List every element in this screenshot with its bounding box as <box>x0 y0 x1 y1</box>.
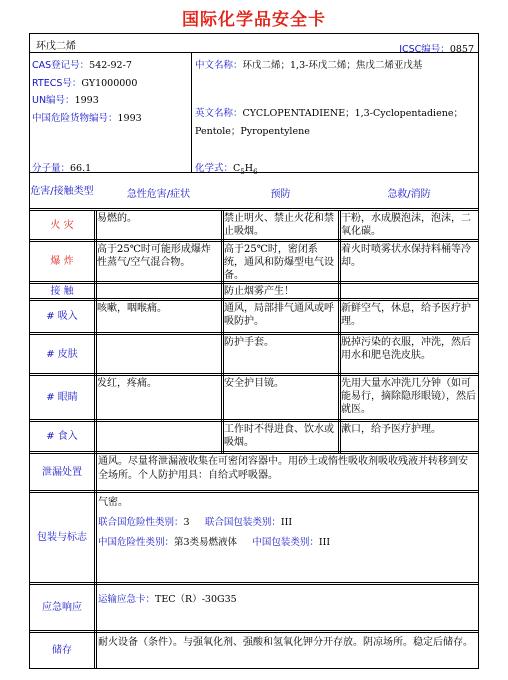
un-pack-label: 联合国包装类别： <box>204 517 281 528</box>
cn-pack-value: III <box>318 537 331 548</box>
safety-card <box>29 33 479 669</box>
fire-acute: 易燃的。 <box>97 213 137 224</box>
un-class-value: 3 <box>183 517 190 528</box>
formula-value: $C_5H_6$ <box>233 163 258 176</box>
inhale-aid: 新鲜空气，休息，给予医疗护理。 <box>341 303 471 327</box>
cn-dangerous-goods-label: 中国危险货物编号： <box>32 112 118 124</box>
spill-text: 通风。尽量将泄漏液收集在可密闭容器中。用砂土或惰性吸收剂吸收残液并转移到安全场所。个人防护用具：自给式呼吸器。 <box>98 456 468 481</box>
cn-pack-label: 中国包装类别： <box>252 537 319 548</box>
emergency-card-value: TEC（R）-30G35 <box>155 594 237 605</box>
cn-class-label: 中国危险性类别： <box>98 537 175 548</box>
emergency-card-label: 运输应急卡： <box>98 594 156 605</box>
en-name-value: CYCLOPENTADIENE；1,3-Cyclopentadiene；Pentole；Pyropentylene <box>195 108 463 137</box>
un-pack-value: III <box>280 517 293 528</box>
skin-aid: 脱掉污染的衣服，冲洗，然后用水和肥皂洗皮肤。 <box>341 337 471 361</box>
row-inhale-label: # 吸入 <box>46 311 78 322</box>
icsc-number: 0857 <box>449 44 474 55</box>
mw-label: 分子量： <box>32 163 71 174</box>
ingest-aid: 漱口，给予医疗护理。 <box>341 424 441 435</box>
header-prevent: 预防 <box>270 189 291 200</box>
contact-prevent: 防止烟雾产生！ <box>224 286 294 297</box>
cn-name-value: 环戊二烯；1,3-环戊二烯；焦戊二烯亚戊基 <box>242 60 423 71</box>
fire-prevent: 禁止明火、禁止火花和禁止吸烟。 <box>224 213 334 237</box>
un-class-label: 联合国危险性类别： <box>98 517 184 528</box>
mw-value: 66.1 <box>70 163 92 174</box>
explosion-aid: 着火时喷雾状水保持料桶等冷却。 <box>341 244 471 268</box>
cn-name-label: 中文名称： <box>195 60 243 71</box>
skin-prevent: 防护手套。 <box>224 337 274 348</box>
fire-aid: 干粉，水成膜泡沫，泡沫，二氧化碳。 <box>341 213 471 237</box>
header-aid: 急救/消防 <box>387 189 431 200</box>
eyes-prevent: 安全护目镜。 <box>224 378 284 389</box>
un-number: 1993 <box>74 95 99 106</box>
cn-dangerous-goods-number: 1993 <box>117 112 142 124</box>
storage-label: 储存 <box>52 645 72 656</box>
ingest-prevent: 工作时不得进食、饮水或吸烟。 <box>224 424 334 448</box>
explosion-acute: 高于25℃时可能形成爆炸性蒸气/空气混合物。 <box>97 244 211 268</box>
spill-label: 泄漏处置 <box>42 466 82 478</box>
packaging-label: 包装与标志 <box>37 532 87 543</box>
row-eyes-label: # 眼睛 <box>46 392 78 403</box>
emergency-label: 应急响应 <box>42 602 82 613</box>
row-explosion-label: 爆 炸 <box>50 256 74 267</box>
eyes-acute: 发红，疼痛。 <box>97 378 157 389</box>
rtecs-label: RTECS号： <box>32 77 82 89</box>
row-contact-label: 接 触 <box>50 285 74 297</box>
un-label: UN编号： <box>32 95 75 106</box>
card-title: 国际化学品安全卡 <box>182 10 326 30</box>
icsc-label: ICSC编号： <box>399 44 450 55</box>
en-name-label: 英文名称： <box>195 108 243 119</box>
rtecs-number: GY1000000 <box>81 77 138 89</box>
header-acute: 急性危害/症状 <box>126 189 191 200</box>
header-type: 危害/接触类型 <box>30 185 94 197</box>
inhale-acute: 咳嗽，咽喉痛。 <box>97 303 167 314</box>
row-skin-label: # 皮肤 <box>46 348 78 360</box>
storage-text: 耐火设备（条件）。与强氧化剂、强酸和氢氧化钾分开存放。阴凉场所。稳定后储存。 <box>98 637 473 648</box>
explosion-prevent: 高于25℃时，密闭系统，通风和防爆型电气设备。 <box>224 244 334 281</box>
chemical-name: 环戊二烯 <box>36 41 76 52</box>
cas-number: 542-92-7 <box>89 60 132 71</box>
packaging-line1: 气密。 <box>98 497 128 508</box>
cas-label: CAS登记号： <box>32 60 90 71</box>
eyes-aid: 先用大量水冲洗几分钟（如可能易行，摘除隐形眼镜），然后就医。 <box>341 378 476 415</box>
formula-label: 化学式： <box>195 163 234 174</box>
cn-class-value: 第3类易燃液体 <box>174 537 238 548</box>
row-ingest-label: # 食入 <box>46 431 78 442</box>
inhale-prevent: 通风，局部排气通风或呼吸防护。 <box>224 303 334 327</box>
row-fire-label: 火 灾 <box>50 219 74 231</box>
